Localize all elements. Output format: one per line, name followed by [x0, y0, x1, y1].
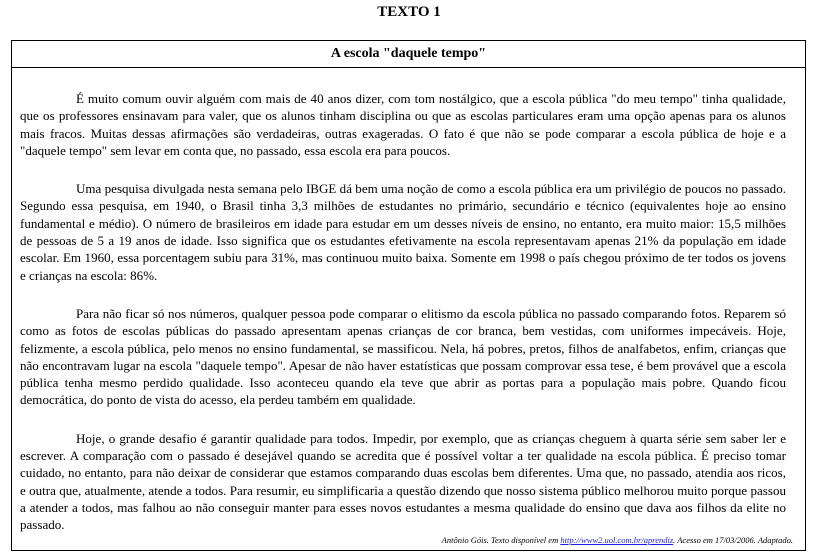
source-prefix: Antônio Góis. Texto disponível em	[441, 535, 561, 545]
article-paragraph-1: É muito comum ouvir alguém com mais de 40 anos dizer, com tom nostálgico, que a escola pública "do meu tempo" tinha qualidade, que os professores ensinavam para valer, que os alunos tinham disciplina ou que as escolas particulares eram uma opção apenas para os alunos mais fracos. Muitas dessas afirmações são verdadeiras, outras exageradas. O fato é que não se pode comparar a escola pública de hoje e a "daquele tempo" sem levar em conta que, no passado, essa escola era para poucos.	[20, 91, 786, 158]
article-frame	[11, 40, 806, 551]
source-citation	[442, 535, 793, 546]
document-heading: TEXTO 1	[377, 4, 441, 20]
article-body	[20, 90, 786, 534]
source-link[interactable]: http://www2.uol.com.br/aprendiz	[560, 535, 674, 545]
article-paragraph-3: Para não ficar só nos números, qualquer pessoa pode comparar o elitismo da escola pública no passado comparando fotos. Reparem só como as fotos de escolas públicas do passado apresentam apenas crianças de cor branca, bem vestidas, com uniformes impecáveis. Hoje, felizmente, a escola pública, pelo menos no ensino fundamental, se massificou. Nela, há pobres, pretos, filhos de analfabetos, enfim, crianças que não encontravam lugar na escola "daquele tempo". Apesar de não haver estatísticas que possam comprovar essa tese, é bem provável que a escola pública tenha mesmo perdido qualidade. Isso aconteceu quando ela teve que abrir as portas para a população mais pobre. Quando ficou democrática, do ponto de vista do acesso, ela perdeu também em qualidade.	[20, 305, 786, 408]
article-paragraph-2: Uma pesquisa divulgada nesta semana pelo IBGE dá bem uma noção de como a escola pública era um privilégio de poucos no passado. Segundo essa pesquisa, em 1940, o Brasil tinha 3,3 milhões de estudantes no primário, secundário e técnico (equivalentes hoje ao ensino fundamental e médio). O número de brasileiros em idade para estudar em um desses níveis de ensino, no entanto, era muito maior: 15,5 milhões de pessoas de 5 a 19 anos de idade. Isso significa que os estudantes efetivamente na escola representavam apenas 21% da população em idade escolar. Em 1960, essa porcentagem subiu para 31%, mas continuou muito baixa. Somente em 1998 o país chegou próximo de ter todos os jovens e crianças na escola: 86%.	[20, 181, 786, 283]
source-suffix: . Acesso em 17/03/2006. Adaptado.	[673, 535, 793, 545]
article-paragraph-4: Hoje, o grande desafio é garantir qualidade para todos. Impedir, por exemplo, que as crianças cheguem à quarta série sem saber ler e escrever. A comparação com o passado é desejável quando se acredita que é possível voltar a ter qualidade na escola pública. É preciso tomar cuidado, no entanto, para não deixar de considerar que estamos comparando duas escolas bem diferentes. Uma que, no passado, atendia aos ricos, e outra que, atualmente, atende a todos. Para resumir, eu simplificaria a questão dizendo que nosso sistema público melhorou muito porque passou a atender a todos, mas falhou ao não conseguir manter para esses novos estudantes a mesma qualidade do ensino que dava aos filhos da elite no passado.	[20, 430, 786, 533]
article-title: A escola "daquele tempo"	[12, 41, 805, 68]
